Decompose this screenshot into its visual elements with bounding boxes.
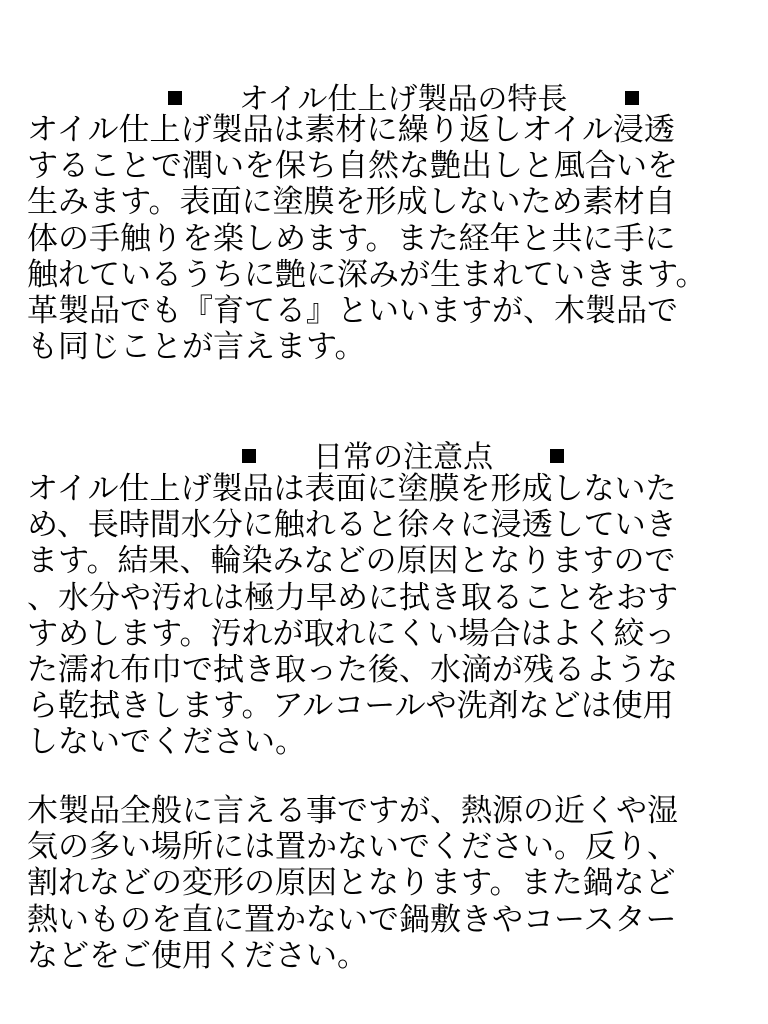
text-line: 熱いものを直に置かないで鍋敷きやコースター [27,901,677,938]
text-line: 割れなどの変形の原因となります。また鍋など [27,865,676,902]
text-line: すめします。汚れが取れにくい場合はよく絞っ [27,615,676,652]
text-line: オイル仕上げ製品は表面に塗膜を形成しないた [27,471,677,507]
text-line: ます。結果、輪染みなどの原因となりますので [27,543,676,580]
text-line: オイル仕上げ製品は素材に繰り返しオイル浸透 [27,112,675,148]
text-line: た濡れ布巾で拭き取った後、水滴が残るような [27,651,678,688]
text-line: などをご使用ください。 [27,937,368,974]
square-bullet-icon [625,91,639,105]
paragraph-features [27,112,747,365]
text-line: 気の多い場所には置かないでください。反り、 [27,829,678,866]
square-bullet-icon [168,91,182,105]
text-line: も同じことが言えます。 [27,329,366,366]
text-line: 木製品全般に言える事ですが、熱源の近くや湿 [27,793,678,829]
square-bullet-icon [242,449,256,463]
paragraph-general-care [27,793,747,974]
square-bullet-icon [550,449,564,463]
paragraph-daily-care [27,471,747,761]
heading-text: オイル仕上げ製品の特長 [238,82,568,117]
text-line: 体の手触りを楽しめます。また経年と共に手に [27,220,676,257]
text-line: することで潤いを保ち自然な艶出しと風合いを [27,148,678,185]
text-line: ら乾拭きします。アルコールや洗剤などは使用 [27,688,674,725]
text-line: 革製品でも『育てる』といいますが、木製品で [27,292,678,329]
text-line: 触れているうちに艶に深みが生まれていきます。 [27,256,707,293]
text-line: 、水分や汚れは極力早めに拭き取ることをおす [27,579,678,616]
text-line: め、長時間水分に触れると徐々に浸透していき [27,507,677,544]
text-line: 生みます。表面に塗膜を形成しないため素材自 [27,184,676,221]
heading-text: 日常の注意点 [313,440,494,475]
text-line: しないでください。 [27,724,306,761]
